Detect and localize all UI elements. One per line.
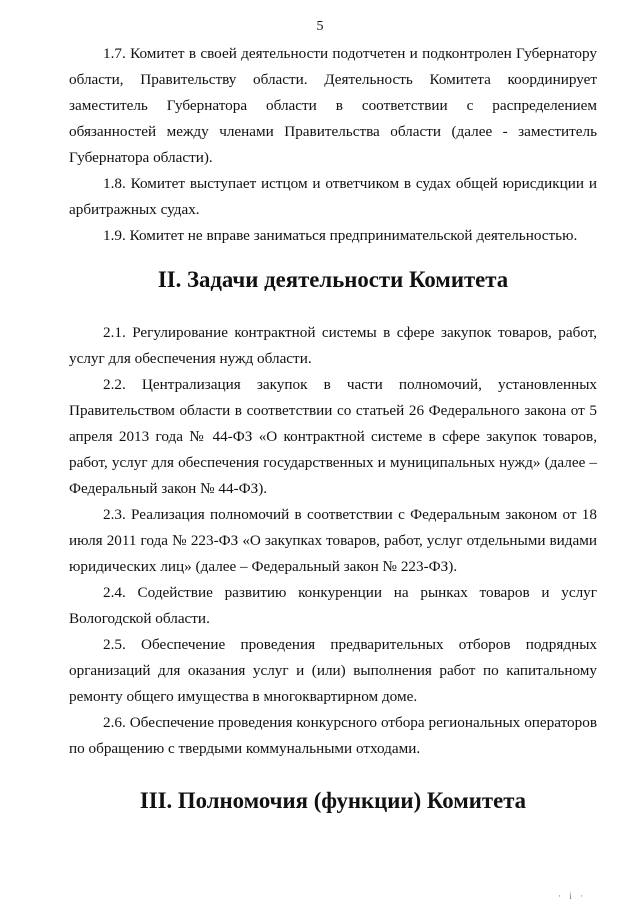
paragraph-2-6: 2.6. Обеспечение проведения конкурсного отбора региональных операторов по обращению с твердыми коммунальными отходами. [69,714,597,757]
paragraph-2-5: 2.5. Обеспечение проведения предварительных отборов подрядных организаций для оказания услуг и (или) выполнения работ по капитальному ремонту общего имущества в многоквартирном доме. [69,636,597,705]
paragraph-2-1: 2.1. Регулирование контрактной системы в сфере закупок товаров, работ, услуг для обеспечения нужд области. [69,324,597,367]
section-3-heading: III. Полномочия (функции) Комитета [139,788,527,813]
section-2-heading: II. Задачи деятельности Комитета [157,267,509,292]
paragraph-2-4: 2.4. Содействие развитию конкуренции на рынках товаров и услуг Вологодской области. [69,584,597,627]
paragraph-1-9: 1.9. Комитет не вправе заниматься предпринимательской деятельностью. [103,227,578,244]
paragraph-2-2: 2.2. Централизация закупок в части полномочий, установленных Правительством области в соответствии со статьей 26 Федерального закона от 5 апреля 2013 года № 44-ФЗ «О контрактной системе в сфере закупок товаров, работ, услуг для обеспечения государственных и муниципальных нужд» (далее – Федеральный закон № 44-ФЗ). [69,376,597,497]
paragraph-2-3: 2.3. Реализация полномочий в соответствии с Федеральным законом от 18 июля 2011 года № 223-ФЗ «О закупках товаров, работ, услуг отдельными видами юридических лиц» (далее – Федеральный закон № 223-ФЗ). [69,506,597,575]
scan-corner-mark: · i · [558,891,586,901]
paragraph-1-8: 1.8. Комитет выступает истцом и ответчиком в судах общей юрисдикции и арбитражных судах. [69,175,597,218]
paragraph-1-7: 1.7. Комитет в своей деятельности подотчетен и подконтролен Губернатору области, Правительству области. Деятельность Комитета координирует заместитель Губернатора области в соответствии с распределением обязанностей между членами Правительства области (далее - заместитель Губернатора области). [69,45,597,166]
page-number: 5 [316,19,324,34]
document-body [69,41,597,814]
